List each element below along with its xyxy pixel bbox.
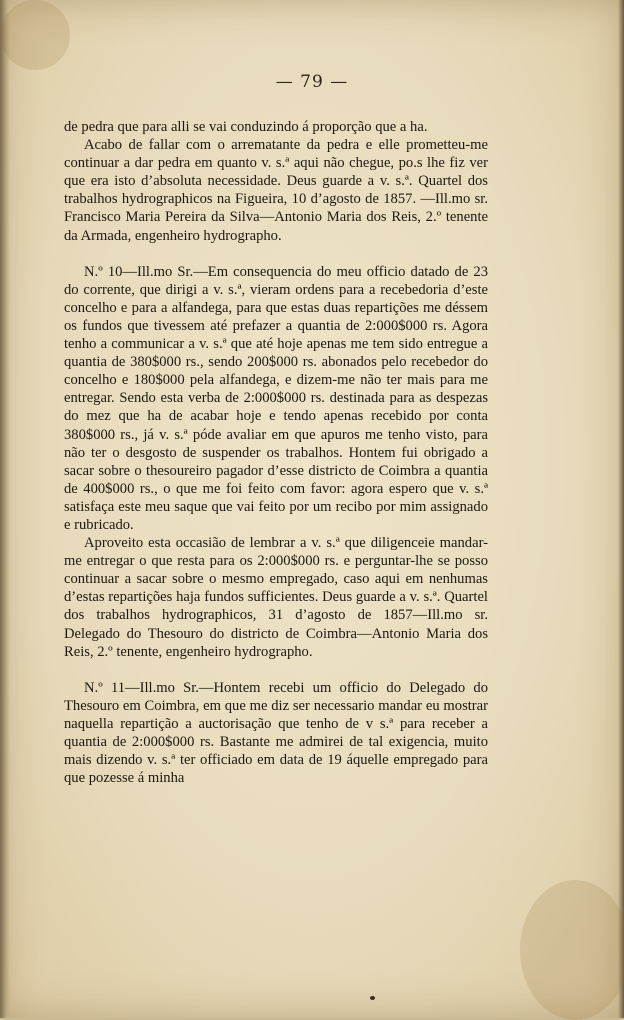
body-text: [64, 118, 488, 787]
paragraph: Acabo de fallar com o arrematante da pedra e elle prometteu-me continuar a dar pedra em quanto v. s.ª aqui não chegue, po.s lhe fiz ver que era isto d’absoluta necessidade. Deus guarde a v. s.ª. Quartel dos trabalhos hydrographicos na Figueira, 10 d’agosto de 1857. —Ill.mo sr. Francisco Maria Pereira da Silva—Antonio Maria dos Reis, 2.º tenente da Armada, engenheiro hydrographo.: [64, 137, 488, 244]
paragraph: Aproveito esta occasião de lembrar a v. s.ª que diligenceie mandar-me entregar o que resta para os 2:000$000 rs. e perguntar-lhe se posso continuar a sacar sobre o mesmo empregado, caso aqui em nenhumas d’estas repartições haja fundos sufficientes. Deus guarde a v. s.ª. Quartel dos trabalhos hydrographicos, 31 d’agosto de 1857—Ill.mo sr. Delegado do Thesouro do districto de Coimbra—Antonio Maria dos Reis, 2.º tenente, engenheiro hydrographo.: [64, 535, 488, 660]
page-left-edge: [0, 0, 10, 1018]
paragraph: de pedra que para alli se vai conduzindo á proporção que a ha.: [64, 119, 428, 135]
corner-stain: [520, 880, 624, 1020]
page-number: — 79 —: [275, 72, 349, 92]
paragraph: N.º 11—Ill.mo Sr.—Hontem recebi um officio do Delegado do Thesouro em Coimbra, em que me diz ser necessario mandar eu mostrar naquella repartição a auctorisação que tenho de v s.ª para receber a quantia de 2:000$000 rs. Bastante me admirei de tal exigencia, muito mais dizendo v. s.ª ter officiado em data de 19 áquelle empregado para que pozesse á minha: [64, 679, 488, 787]
paragraph: N.º 10—Ill.mo Sr.—Em consequencia do meu officio datado de 23 do corrente, que dirigi a v. s.ª, vieram ordens para a recebedoria d’este concelho e para a alfandega, para que estas duas repartições me déssem os fundos que tivessem até prefazer a quantia de 2:000$000 rs. Agora tenho a communicar a v. s.ª que até hoje apenas me tem sido entregue a quantia de 380$000 rs., sendo 200$000 rs. abonados pelo recebedor do concelho e 180$000 pela alfandega, e dizem-me não ter mais para me entregar. Sendo esta verba de 2:000$000 rs. destinada para as despezas do mez que ha de acabar hoje e tendo apenas recebido por conta 380$000 rs., já v. s.ª póde avaliar em que apuros me tenho visto, para não ter o desgosto de suspender os trabalhos. Hontem fui obrigado a sacar sobre o thesoureiro pagador d’esse districto de Coimbra a quantia de 400$000 rs., o que me foi feito com favor: agora espero que v. s.ª satisfaça este meu saque que vai feito por um recibo por mim assignado e rubricado.: [64, 263, 488, 533]
page-right-edge: [618, 0, 624, 1018]
ink-spot: [370, 996, 375, 1000]
corner-stain: [0, 0, 70, 70]
